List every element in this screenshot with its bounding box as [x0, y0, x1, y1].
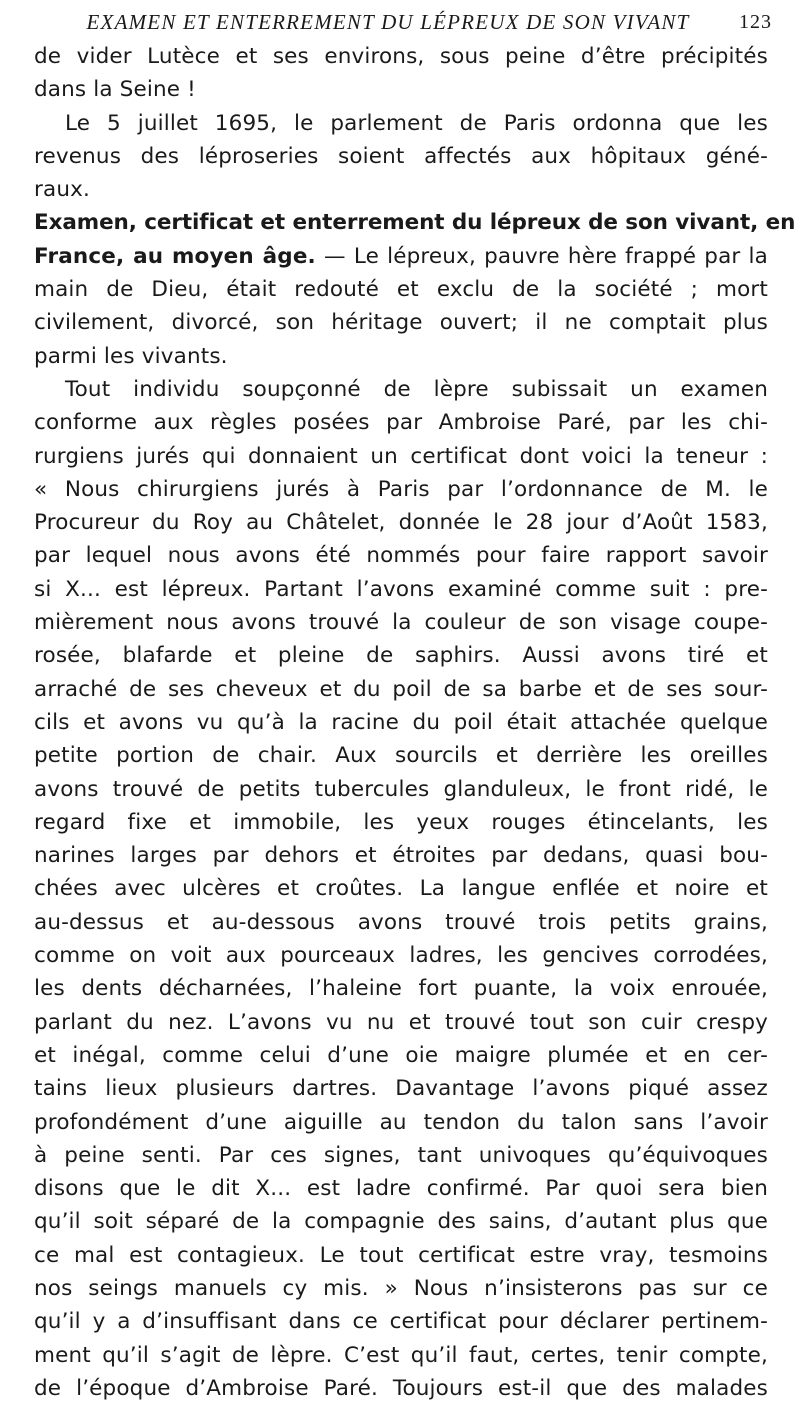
text-line: par lequel nous avons été nommés pour faire rapport savoir: [34, 543, 768, 569]
text-line: chées avec ulcères et croûtes. La langue enflée et noire et: [34, 876, 768, 902]
text-fragment: — Le lépreux, pauvre hère frappé par la: [315, 243, 768, 269]
section-heading-end: France, au moyen âge.: [34, 243, 316, 269]
text-line: ce mal est contagieux. Le tout certificat estre vray, tesmoins: [34, 1242, 768, 1268]
text-line: civilement, divorcé, son héritage ouvert; il ne comptait plus: [34, 310, 768, 336]
text-line: les dents décharnées, l’haleine fort puante, la voix enrouée,: [34, 976, 768, 1002]
text-line: au-dessus et au-dessous avons trouvé trois petits grains,: [34, 909, 768, 935]
text-line: qu’il soit séparé de la compagnie des sains, d’autant plus que: [34, 1209, 768, 1235]
text-line: si X... est lépreux. Partant l’avons examiné comme suit : pre-: [34, 576, 768, 602]
text-line: de vider Lutèce et ses environs, sous peine d’être précipités: [34, 44, 768, 69]
text-line: raux.: [34, 177, 90, 203]
text-line: Tout individu soupçonné de lèpre subissait un examen: [65, 376, 768, 402]
text-line: petite portion de chair. Aux sourcils et derrière les oreilles: [34, 743, 768, 769]
section-heading-line: Examen, certificat et enterrement du lépreux de son vivant, en: [34, 210, 796, 236]
text-line: narines larges par dehors et étroites par dedans, quasi bou-: [34, 843, 768, 869]
running-title: EXAMEN ET ENTERREMENT DU LÉPREUX DE SON VIVANT: [86, 10, 690, 34]
text-line: à peine senti. Par ces signes, tant univoques qu’équivoques: [34, 1142, 768, 1168]
text-line: nos seings manuels cy mis. » Nous n’insisterons pas sur ce: [34, 1275, 768, 1301]
text-line: mièrement nous avons trouvé la couleur de son visage coupe-: [34, 610, 768, 636]
text-line: et inégal, comme celui d’une oie maigre plumée et en cer-: [34, 1042, 768, 1068]
text-line: disons que le dit X... est ladre confirmé. Par quoi sera bien: [34, 1176, 768, 1202]
text-line: dans la Seine !: [34, 77, 196, 103]
text-line: avons trouvé de petits tubercules glanduleux, le front ridé, le: [34, 776, 768, 802]
text-line: cils et avons vu qu’à la racine du poil était attachée quelque: [34, 709, 768, 735]
text-line: qu’il y a d’insuffisant dans ce certificat pour déclarer pertinem-: [34, 1309, 768, 1335]
text-line: comme on voit aux pourceaux ladres, les gencives corrodées,: [34, 943, 768, 969]
text-line: Procureur du Roy au Châtelet, donnée le 28 jour d’Août 1583,: [34, 510, 768, 536]
text-line: de l’époque d’Ambroise Paré. Toujours est-il que des malades: [34, 1375, 768, 1401]
text-line: parlant du nez. L’avons vu nu et trouvé tout son cuir crespy: [34, 1009, 768, 1035]
text-line: regard fixe et immobile, les yeux rouges étincelants, les: [34, 809, 768, 835]
text-line: ment qu’il s’agit de lèpre. C’est qu’il faut, certes, tenir compte,: [34, 1342, 768, 1368]
text-line: main de Dieu, était redouté et exclu de la société ; mort: [34, 277, 768, 303]
text-line: rurgiens jurés qui donnaient un certificat dont voici la teneur :: [34, 443, 768, 469]
text-line: tains lieux plusieurs dartres. Davantage l’avons piqué assez: [34, 1076, 768, 1102]
text-line: parmi les vivants.: [34, 343, 228, 369]
text-line: [34, 240, 768, 273]
running-head: [0, 6, 800, 40]
text-line: revenus des léproseries soient affectés aux hôpitaux géné-: [34, 143, 768, 169]
text-line: « Nous chirurgiens jurés à Paris par l’ordonnance de M. le: [34, 476, 768, 502]
text-line: Le 5 juillet 1695, le parlement de Paris ordonna que les: [65, 110, 768, 136]
text-line: arraché de ses cheveux et du poil de sa barbe et de ses sour-: [34, 676, 768, 702]
text-line: rosée, blafarde et pleine de saphirs. Aussi avons tiré et: [34, 643, 768, 669]
body-text: [34, 40, 796, 1405]
page-number: 123: [739, 11, 772, 33]
text-line: conforme aux règles posées par Ambroise Paré, par les chi-: [34, 410, 768, 436]
text-line: profondément d’une aiguille au tendon du talon sans l’avoir: [34, 1109, 768, 1135]
